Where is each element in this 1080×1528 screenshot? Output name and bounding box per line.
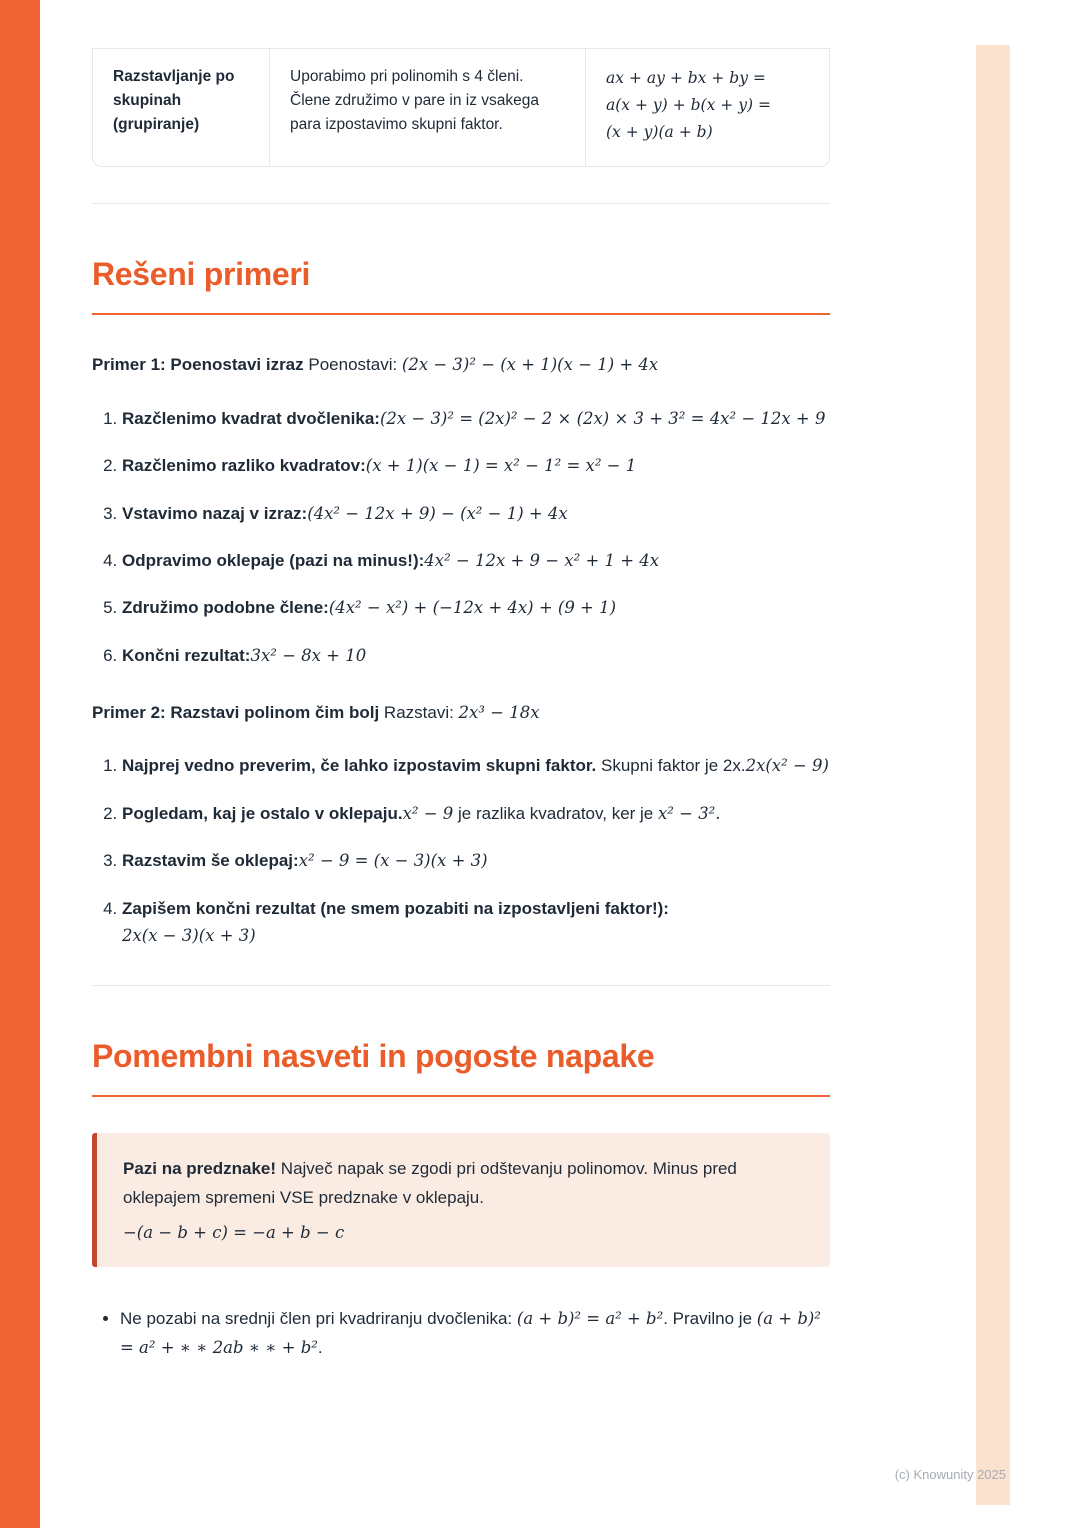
table-cell-method-name [93, 49, 269, 166]
solution-step [122, 500, 830, 527]
method-description-text: Uporabimo pri polinomih s 4 členi. Člene združimo v pare in iz vsakega para izpostavimo skupni faktor. [290, 68, 539, 134]
step-text: Skupni faktor je 2x. [596, 756, 746, 776]
solution-step [122, 547, 830, 574]
tip-text: Ne pozabi na srednji člen pri kvadriranju dvočlenika: [120, 1308, 517, 1328]
step-label: Združimo podobne člene: [122, 598, 329, 618]
section-heading-solved-examples: Rešeni primeri [92, 256, 311, 293]
page-content [92, 48, 830, 1363]
callout-paragraph [123, 1155, 804, 1213]
heading-underline [92, 1095, 830, 1097]
callout-bold: Pazi na predznake! [123, 1159, 277, 1179]
solution-step [122, 847, 830, 874]
tip-text: . Pravilno je [663, 1308, 757, 1328]
tip-item [120, 1305, 830, 1363]
solution-step [122, 452, 830, 479]
section-divider [92, 985, 830, 986]
table-cell-method-formula [585, 49, 829, 166]
example2-intro-label: Razstavi: [379, 703, 459, 723]
step-text: je razlika kvadratov, ker je [453, 803, 658, 823]
step-math: x² − 9 [402, 803, 454, 823]
example1-title-bold: Primer 1: Poenostavi izraz [92, 355, 304, 375]
step-math: (4x² − x²) + (−12x + 4x) + (9 + 1) [328, 598, 617, 618]
solution-step [122, 752, 830, 779]
step-label: Pogledam, kaj je ostalo v oklepaju. [122, 803, 403, 823]
solution-step [122, 405, 830, 432]
example1-intro-math: (2x − 3)² − (x + 1)(x − 1) + 4x [401, 355, 659, 375]
tip-math: (a + b)² = a² + ∗ ∗ 2ab ∗ ∗ + b² [120, 1308, 821, 1357]
solution-step [122, 642, 830, 669]
step-math: (4x² − 12x + 9) − (x² − 1) + 4x [307, 503, 568, 523]
step-math: 4x² − 12x + 9 − x² + 1 + 4x [424, 550, 660, 570]
tip-math: (a + b)² = a² + b² [516, 1308, 664, 1328]
method-name-text: Razstavljanje po skupinah (grupiranje) [113, 68, 235, 134]
formula-line: (x + y)(a + b) [606, 123, 713, 142]
section-divider [92, 203, 830, 204]
example2-title [92, 699, 830, 726]
callout-math: −(a − b + c) = −a + b − c [123, 1222, 345, 1242]
page-accent-bar [0, 0, 40, 1528]
formula-line: ax + ay + bx + by = [606, 69, 766, 87]
example1-steps-list [92, 405, 830, 669]
step-math: x² − 9 = (x − 3)(x + 3) [298, 851, 488, 871]
example1-title [92, 351, 830, 378]
heading-underline [92, 313, 830, 315]
step-label: Vstavimo nazaj v izraz: [122, 503, 308, 523]
tip-text: . [317, 1337, 323, 1357]
step-label: Odpravimo oklepaje (pazi na minus!): [122, 550, 425, 570]
step-math: (2x − 3)² = (2x)² − 2 × (2x) × 3 + 3² = 4x² − 12x + 9 [379, 408, 826, 428]
step-math: 2x(x − 3)(x + 3) [122, 925, 256, 945]
solution-step [122, 895, 830, 950]
solution-step [122, 800, 830, 827]
copyright-watermark: (c) Knowunity 2025 [894, 1467, 1006, 1482]
page-margin-stripe [976, 45, 1010, 1505]
example1-intro-label: Poenostavi: [303, 355, 402, 375]
step-label: Najprej vedno preverim, če lahko izpostavim skupni faktor. [122, 756, 597, 776]
step-math: 2x(x² − 9) [745, 756, 829, 776]
step-math: x² − 3². [658, 803, 721, 823]
example2-steps-list [92, 752, 830, 949]
callout-text: Največ napak se zgodi pri odštevanju polinomov. Minus pred oklepajem spremeni VSE predznake v oklepaju. [123, 1159, 737, 1207]
formula-line: a(x + y) + b(x + y) = [606, 96, 771, 115]
step-label: Razstavim še oklepaj: [122, 851, 299, 871]
section-heading-tips: Pomembni nasveti in pogoste napake [92, 1038, 655, 1075]
tips-bullet-list [92, 1305, 830, 1363]
table-cell-method-description [269, 49, 585, 166]
example2-title-bold: Primer 2: Razstavi polinom čim bolj [92, 703, 380, 723]
step-math: 3x² − 8x + 10 [250, 645, 367, 665]
step-label: Zapišem končni rezultat (ne smem pozabiti na izpostavljeni faktor!): [122, 898, 669, 918]
step-label: Razčlenimo kvadrat dvočlenika: [122, 408, 380, 428]
factoring-methods-table [92, 48, 830, 167]
warning-callout [92, 1133, 830, 1267]
solution-step [122, 594, 830, 621]
step-label: Razčlenimo razliko kvadratov: [122, 456, 366, 476]
step-math: (x + 1)(x − 1) = x² − 1² = x² − 1 [365, 456, 637, 476]
step-label: Končni rezultat: [122, 645, 251, 665]
example2-intro-math: 2x³ − 18x [458, 703, 540, 723]
